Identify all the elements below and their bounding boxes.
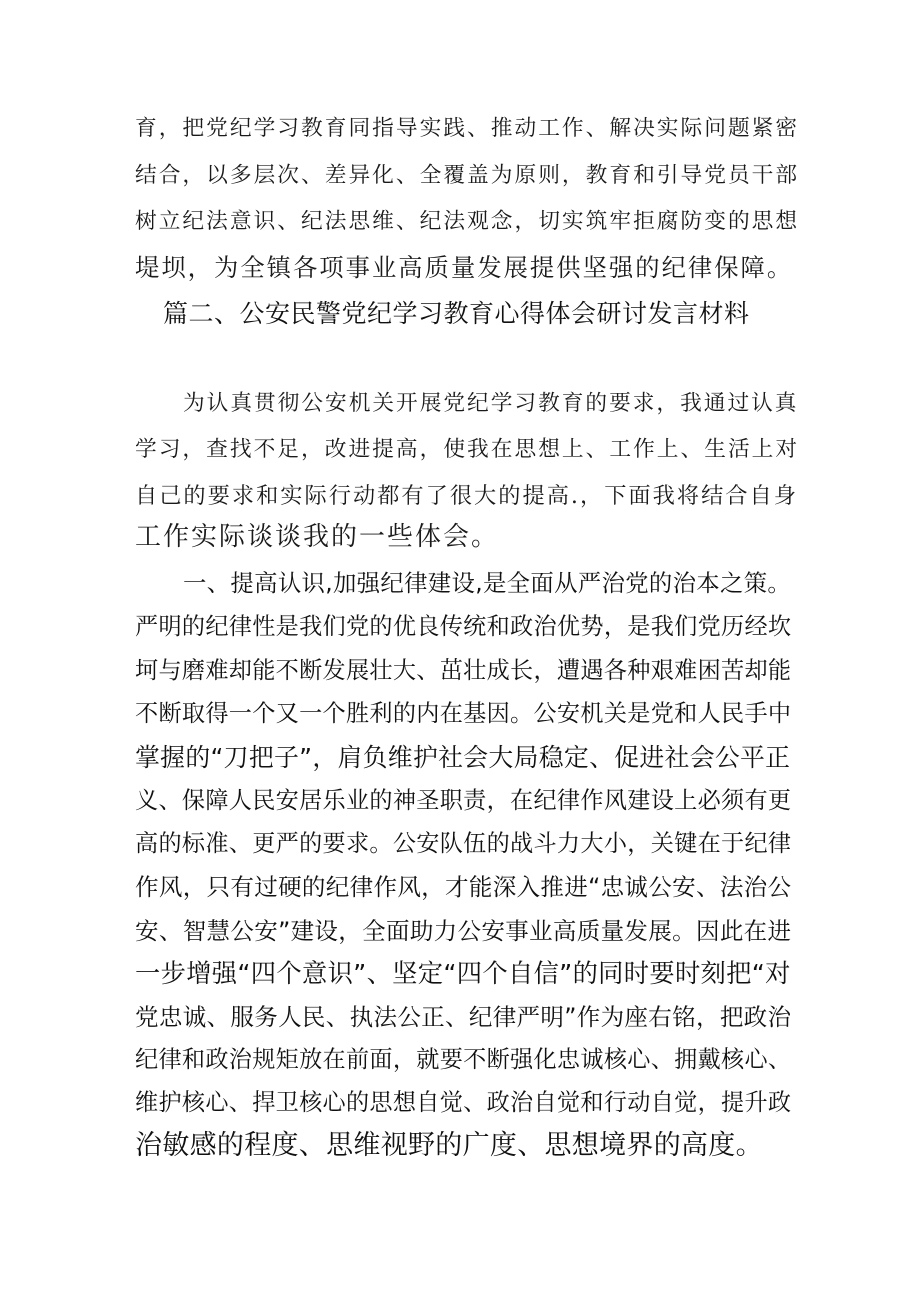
body-paragraph-line: 作风，只有过硬的纪律作风，才能深入推进“忠诚公安、法治公 — [135, 873, 792, 901]
top-paragraph-line: 树立纪法意识、纪法思维、纪法观念，切实筑牢拒腐防变的思想 — [135, 209, 800, 234]
body-paragraph-line: 掌握的“刀把子”，肩负维护社会大局稳定、促进社会公平正 — [135, 743, 791, 772]
top-paragraph-line: 育，把党纪学习教育同指导实践、推动工作、解决实际问题紧密 — [135, 116, 800, 141]
top-paragraph-line: 堤坝，为全镇各项事业高质量发展提供坚强的纪律保障。 — [135, 253, 794, 282]
top-paragraph-line: 结合，以多层次、差异化、全覆盖为原则，教育和引导党员干部 — [135, 163, 800, 188]
body-paragraph-line: 治敏感的程度、思维视野的广度、思想境界的高度。 — [135, 1130, 763, 1161]
section-heading: 篇二、公安民警党纪学习教育心得体会研讨发言材料 — [163, 299, 750, 328]
body-paragraph-line: 维护核心、捍卫核心的思想自觉、政治自觉和行动自觉，提升政 — [135, 1090, 792, 1116]
intro-paragraph-line: 工作实际谈谈我的一些体会。 — [135, 522, 500, 552]
body-paragraph-line: 安、智慧公安”建设，全面助力公安事业高质量发展。因此在进 — [135, 917, 792, 945]
body-paragraph-line: 坷与磨难却能不断发展壮大、茁壮成长，遭遇各种艰难困苦却能 — [135, 658, 792, 684]
body-paragraph-line: 严明的纪律性是我们党的优良传统和政治优势，是我们党历经坎 — [135, 614, 792, 640]
body-paragraph-line: 高的标准、更严的要求。公安队伍的战斗力大小，关键在于纪律 — [135, 831, 792, 857]
body-paragraph-line: 义、保障人民安居乐业的神圣职责，在纪律作风建设上必须有更 — [135, 788, 792, 814]
body-paragraph-line: 党忠诚、服务人民、执法公正、纪律严明”作为座右铭，把政治 — [135, 1003, 792, 1031]
intro-paragraph-line: 为认真贯彻公安机关开展党纪学习教育的要求，我通过认真 — [183, 391, 799, 416]
body-paragraph-line: 不断取得一个又一个胜利的内在基因。公安机关是党和人民手中 — [135, 701, 792, 727]
body-paragraph-line: 一步增强“四个意识”、坚定“四个自信”的同时要时刻把“对 — [135, 959, 791, 988]
intro-paragraph-line: 自己的要求和实际行动都有了很大的提高.，下面我将结合自身 — [135, 483, 798, 509]
intro-paragraph-line: 学习，查找不足，改进提高，使我在思想上、工作上、生活上对 — [135, 437, 800, 462]
body-paragraph-line: 一、提高认识,加强纪律建设,是全面从严治党的治本之策。 — [183, 569, 792, 597]
body-paragraph-line: 纪律和政治规矩放在前面，就要不断强化忠诚核心、拥戴核心、 — [135, 1047, 792, 1073]
